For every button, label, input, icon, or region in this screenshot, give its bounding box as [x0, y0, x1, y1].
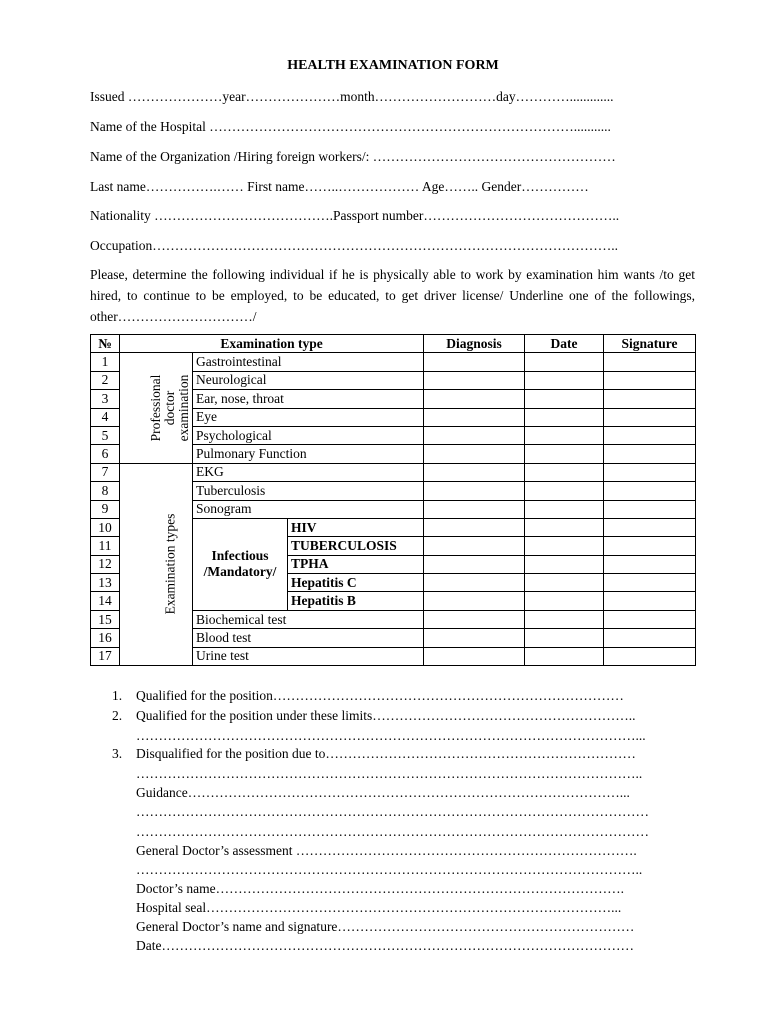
diagnosis-cell[interactable] — [424, 555, 525, 573]
conclusion-number: 1. — [112, 688, 123, 703]
disqualification-reason-line[interactable]: ………………………………………………………………………………………………….. — [136, 766, 643, 781]
signature-cell[interactable] — [604, 353, 696, 371]
name-age-gender-line[interactable]: Last name…………….…… First name……..……………… Age…….. Gender…………… — [90, 179, 589, 194]
date-cell[interactable] — [525, 537, 604, 555]
row-number: 4 — [91, 408, 120, 426]
group-label-professional-exam-text: Professional doctor examination — [148, 374, 191, 441]
table-row — [91, 353, 696, 371]
signature-cell[interactable] — [604, 445, 696, 463]
conclusion-text: Disqualified for the position due to…………………………………………………………… — [136, 746, 636, 761]
row-number: 5 — [91, 426, 120, 444]
date-cell[interactable] — [525, 518, 604, 536]
doctor-signature-line[interactable]: General Doctor’s name and signature………………………………………………………… — [136, 919, 635, 934]
row-number: 10 — [91, 518, 120, 536]
row-number: 11 — [91, 537, 120, 555]
group-label-professional-exam — [120, 353, 193, 463]
date-cell[interactable] — [525, 629, 604, 647]
doctor-assessment-line[interactable]: General Doctor’s assessment …………………………………………………………………. — [136, 843, 637, 858]
row-number: 7 — [91, 463, 120, 481]
col-header-signature: Signature — [604, 335, 696, 353]
row-number: 17 — [91, 647, 120, 665]
table-header-row — [91, 335, 696, 353]
diagnosis-cell[interactable] — [424, 500, 525, 518]
conclusion-item[interactable] — [112, 708, 695, 724]
diagnosis-cell[interactable] — [424, 592, 525, 610]
col-header-examination-type: Examination type — [120, 335, 424, 353]
date-cell[interactable] — [525, 482, 604, 500]
organization-line[interactable]: Name of the Organization /Hiring foreign workers/: ……………………………………………… — [90, 149, 616, 164]
row-number: 15 — [91, 610, 120, 628]
diagnosis-cell[interactable] — [424, 537, 525, 555]
examination-type-cell: TPHA — [288, 555, 424, 573]
infectious-mandatory-label: Infectious /Mandatory/ — [193, 518, 288, 610]
examination-type-cell: Tuberculosis — [193, 482, 424, 500]
diagnosis-cell[interactable] — [424, 353, 525, 371]
hospital-seal-line[interactable]: Hospital seal………………………………………………………………………………... — [136, 900, 622, 915]
examination-type-cell: Sonogram — [193, 500, 424, 518]
diagnosis-cell[interactable] — [424, 445, 525, 463]
table-row — [91, 463, 696, 481]
row-number: 14 — [91, 592, 120, 610]
row-number: 13 — [91, 574, 120, 592]
signature-cell[interactable] — [604, 647, 696, 665]
doctor-assessment-line-2[interactable]: ………………………………………………………………………………………………….. — [136, 862, 643, 877]
occupation-line[interactable]: Occupation………………………………………………………………………………………….. — [90, 238, 618, 253]
conclusion-item[interactable] — [112, 746, 695, 762]
diagnosis-cell[interactable] — [424, 610, 525, 628]
signature-cell[interactable] — [604, 426, 696, 444]
hospital-name-line[interactable]: Name of the Hospital ………………………………………………………………………........... — [90, 119, 611, 134]
signature-cell[interactable] — [604, 408, 696, 426]
row-number: 1 — [91, 353, 120, 371]
conclusion-number: 2. — [112, 708, 123, 723]
date-cell[interactable] — [525, 610, 604, 628]
diagnosis-cell[interactable] — [424, 463, 525, 481]
group-label-examination-types — [120, 463, 193, 665]
diagnosis-cell[interactable] — [424, 518, 525, 536]
signature-cell[interactable] — [604, 463, 696, 481]
diagnosis-cell[interactable] — [424, 426, 525, 444]
examination-type-cell: EKG — [193, 463, 424, 481]
date-cell[interactable] — [525, 555, 604, 573]
signature-cell[interactable] — [604, 555, 696, 573]
guidance-line[interactable]: Guidance……………………………………………………………………………………... — [136, 785, 630, 800]
date-cell[interactable] — [525, 426, 604, 444]
doctor-name-line[interactable]: Doctor’s name………………………………………………………………………………. — [136, 881, 624, 896]
signature-cell[interactable] — [604, 629, 696, 647]
signature-cell[interactable] — [604, 390, 696, 408]
date-cell[interactable] — [525, 445, 604, 463]
row-number: 3 — [91, 390, 120, 408]
row-number: 8 — [91, 482, 120, 500]
signature-cell[interactable] — [604, 371, 696, 389]
col-header-number: № — [91, 335, 120, 353]
examination-type-cell: TUBERCULOSIS — [288, 537, 424, 555]
examination-type-cell: Blood test — [193, 629, 424, 647]
group-label-examination-types-text: Examination types — [162, 513, 178, 615]
signature-cell[interactable] — [604, 537, 696, 555]
date-cell[interactable] — [525, 592, 604, 610]
row-number: 16 — [91, 629, 120, 647]
examination-type-cell: Hepatitis B — [288, 592, 424, 610]
examination-type-cell: Biochemical test — [193, 610, 424, 628]
col-header-date: Date — [525, 335, 604, 353]
date-cell[interactable] — [525, 463, 604, 481]
form-title: HEALTH EXAMINATION FORM — [287, 58, 499, 73]
date-cell[interactable] — [525, 574, 604, 592]
date-cell[interactable] — [525, 353, 604, 371]
examination-type-cell: Gastrointestinal — [193, 353, 424, 371]
col-header-diagnosis: Diagnosis — [424, 335, 525, 353]
guidance-line-3[interactable]: …………………………………………………………………………………………………… — [136, 824, 649, 839]
conclusion-text: Qualified for the position under these limits………………………………………………….. — [136, 708, 636, 723]
conclusion-text: Qualified for the position…………………………………………………………………… — [136, 688, 624, 703]
signature-cell[interactable] — [604, 482, 696, 500]
examination-type-cell: Eye — [193, 408, 424, 426]
signature-cell[interactable] — [604, 592, 696, 610]
examination-type-cell: Psychological — [193, 426, 424, 444]
examination-table — [90, 334, 696, 666]
row-number: 2 — [91, 371, 120, 389]
date-cell[interactable] — [525, 500, 604, 518]
guidance-line-2[interactable]: …………………………………………………………………………………………………… — [136, 804, 649, 819]
conclusion-item[interactable] — [112, 688, 695, 704]
signature-cell[interactable] — [604, 500, 696, 518]
nationality-passport-line[interactable]: Nationality ………………………………….Passport number…………………………………….. — [90, 208, 620, 223]
diagnosis-cell[interactable] — [424, 390, 525, 408]
conclusion-item[interactable] — [112, 728, 695, 744]
date-cell[interactable] — [525, 647, 604, 665]
examination-type-cell: Pulmonary Function — [193, 445, 424, 463]
signature-cell[interactable] — [604, 574, 696, 592]
examination-type-cell: Urine test — [193, 647, 424, 665]
signature-cell[interactable] — [604, 518, 696, 536]
diagnosis-cell[interactable] — [424, 574, 525, 592]
date-cell[interactable] — [525, 390, 604, 408]
diagnosis-cell[interactable] — [424, 629, 525, 647]
date-cell[interactable] — [525, 408, 604, 426]
instruction-paragraph: Please, determine the following individual if he is physically able to work by examination him wants /to get hired, to continue to be employed, to be educated, to get driver license/ Underline one of the followings, other…………………………/ — [90, 267, 695, 324]
date-cell[interactable] — [525, 371, 604, 389]
row-number: 9 — [91, 500, 120, 518]
examination-type-cell: Neurological — [193, 371, 424, 389]
diagnosis-cell[interactable] — [424, 371, 525, 389]
diagnosis-cell[interactable] — [424, 482, 525, 500]
date-line[interactable]: Date…………………………………………………………………………………………… — [136, 938, 634, 953]
examination-type-cell: Hepatitis C — [288, 574, 424, 592]
conclusion-text: …………………………………………………………………………………………………... — [136, 728, 646, 743]
row-number: 12 — [91, 555, 120, 573]
examination-type-cell: Ear, nose, throat — [193, 390, 424, 408]
conclusion-number: 3. — [112, 746, 123, 761]
diagnosis-cell[interactable] — [424, 408, 525, 426]
signature-cell[interactable] — [604, 610, 696, 628]
row-number: 6 — [91, 445, 120, 463]
diagnosis-cell[interactable] — [424, 647, 525, 665]
examination-type-cell: HIV — [288, 518, 424, 536]
issued-date-line[interactable]: Issued …………………year…………………month………………………day…………............. — [90, 89, 614, 104]
